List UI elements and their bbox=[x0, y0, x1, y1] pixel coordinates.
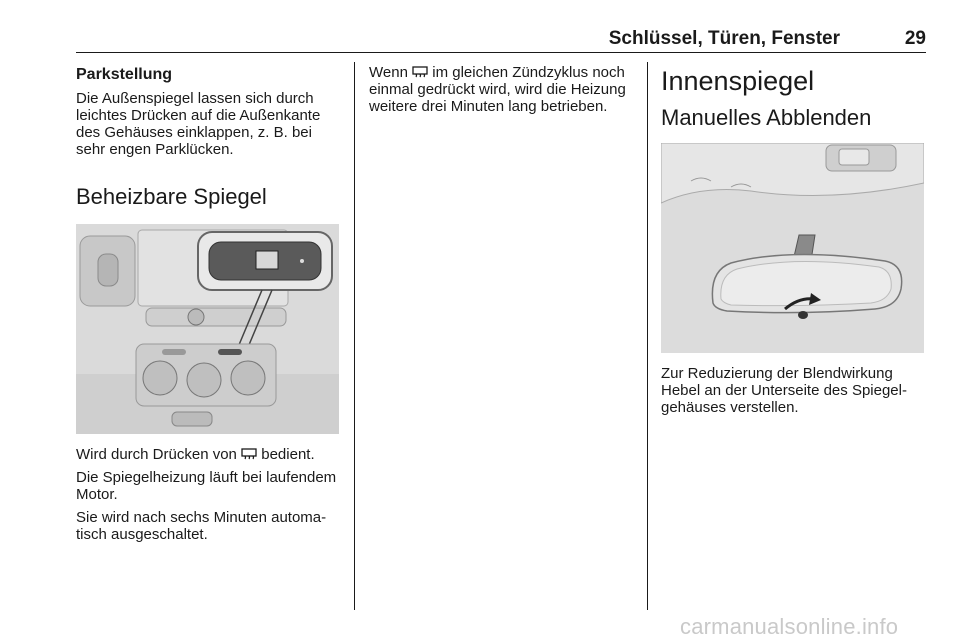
rear-window-heater-icon bbox=[241, 447, 257, 461]
column-divider-1 bbox=[354, 62, 355, 610]
runs-with-engine-paragraph: Die Spiegelheizung läuft bei laufendem Motor. bbox=[76, 469, 337, 503]
dashboard-illustration bbox=[76, 224, 339, 434]
parking-heading: Parkstellung bbox=[76, 66, 173, 83]
heated-mirrors-heading: Beheizbare Spiegel bbox=[76, 184, 267, 209]
repeat-paragraph bbox=[369, 64, 634, 115]
repeat-text-before: Wenn bbox=[369, 64, 408, 81]
operated-by-paragraph bbox=[76, 446, 341, 463]
page-number: 29 bbox=[904, 28, 926, 49]
header-title: Schlüssel, Türen, Fenster bbox=[608, 28, 840, 49]
interior-mirror-illustration bbox=[661, 143, 924, 353]
interior-mirror-figure bbox=[661, 143, 924, 353]
column-divider-2 bbox=[647, 62, 648, 610]
auto-off-paragraph: Sie wird nach sechs Minuten automatisch ausgeschaltet. bbox=[76, 509, 327, 543]
manual-dimming-heading: Manuelles Abblenden bbox=[661, 105, 872, 130]
dashboard-heater-button-figure bbox=[76, 224, 339, 434]
repeat-text-after: im gleichen Zündzyklus noch einmal gedrückt wird, wird die Heizung weitere drei Minuten lang betrieben. bbox=[369, 64, 626, 115]
interior-mirror-heading: Innenspiegel bbox=[661, 66, 815, 96]
column-2 bbox=[369, 64, 634, 121]
parking-paragraph: Die Außenspiegel lassen sich durch leichtes Drücken auf die Außenkante des Gehäuses einklappen, z. B. bei sehr engen Parklücken. bbox=[76, 90, 321, 158]
mirror-instructions-paragraph: Zur Reduzierung der Blendwirkung Hebel an der Unterseite des Spiegelgehäuses verstellen. bbox=[661, 365, 907, 416]
watermark: carmanualsonline.info bbox=[680, 614, 899, 639]
column-1 bbox=[76, 64, 341, 549]
header-rule bbox=[76, 52, 926, 53]
column-3 bbox=[661, 64, 926, 422]
page-header bbox=[76, 28, 926, 52]
operated-by-text-before: Wird durch Drücken von bbox=[76, 446, 237, 463]
operated-by-text-after: bedient. bbox=[261, 446, 315, 463]
rear-window-heater-icon bbox=[412, 65, 428, 79]
